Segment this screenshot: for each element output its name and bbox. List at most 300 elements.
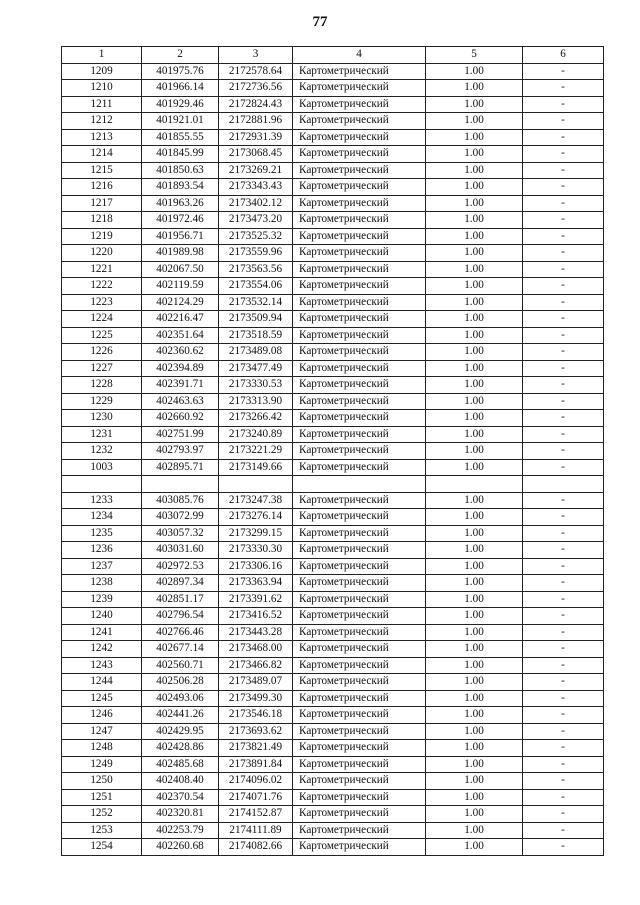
point-number-cell: 1227 — [62, 360, 142, 377]
table-row — [62, 608, 604, 625]
accuracy-cell: 1.00 — [426, 393, 523, 410]
x-coordinate-cell: 401975.76 — [142, 63, 219, 80]
note-cell: - — [523, 245, 604, 262]
note-cell: - — [523, 278, 604, 295]
x-coordinate-cell: 402463.63 — [142, 393, 219, 410]
point-number-cell: 1224 — [62, 311, 142, 328]
accuracy-cell: 1.00 — [426, 756, 523, 773]
method-cell: Картометрический — [293, 608, 426, 625]
point-number-cell: 1228 — [62, 377, 142, 394]
point-number-cell: 1233 — [62, 492, 142, 509]
point-number-cell: 1215 — [62, 162, 142, 179]
table-row — [62, 839, 604, 856]
x-coordinate-cell: 403057.32 — [142, 525, 219, 542]
table-row — [62, 723, 604, 740]
y-coordinate-cell: 2173269.21 — [219, 162, 293, 179]
method-cell: Картометрический — [293, 525, 426, 542]
note-cell: - — [523, 525, 604, 542]
point-number-cell: 1237 — [62, 558, 142, 575]
table-row — [62, 195, 604, 212]
note-cell: - — [523, 624, 604, 641]
note-cell: - — [523, 509, 604, 526]
column-header: 5 — [426, 47, 523, 64]
point-number-cell: 1218 — [62, 212, 142, 229]
table-row — [62, 327, 604, 344]
x-coordinate-cell: 402394.89 — [142, 360, 219, 377]
table-row — [62, 558, 604, 575]
x-coordinate-cell: 402441.26 — [142, 707, 219, 724]
table-row — [62, 344, 604, 361]
method-cell: Картометрический — [293, 294, 426, 311]
method-cell: Картометрический — [293, 261, 426, 278]
x-coordinate-cell: 402124.29 — [142, 294, 219, 311]
point-number-cell: 1226 — [62, 344, 142, 361]
method-cell: Картометрический — [293, 129, 426, 146]
method-cell: Картометрический — [293, 162, 426, 179]
method-cell: Картометрический — [293, 245, 426, 262]
table-row — [62, 674, 604, 691]
y-coordinate-cell: 2174152.87 — [219, 806, 293, 823]
accuracy-cell: 1.00 — [426, 179, 523, 196]
y-coordinate-cell: 2173554.06 — [219, 278, 293, 295]
note-cell: - — [523, 542, 604, 559]
note-cell: - — [523, 129, 604, 146]
column-header: 6 — [523, 47, 604, 64]
point-number-cell: 1244 — [62, 674, 142, 691]
note-cell: - — [523, 327, 604, 344]
table-row — [62, 476, 604, 493]
method-cell: Картометрический — [293, 80, 426, 97]
accuracy-cell: 1.00 — [426, 789, 523, 806]
x-coordinate-cell: 401966.14 — [142, 80, 219, 97]
table-row — [62, 509, 604, 526]
note-cell: - — [523, 707, 604, 724]
table-row — [62, 773, 604, 790]
note-cell: - — [523, 212, 604, 229]
accuracy-cell: 1.00 — [426, 674, 523, 691]
x-coordinate-cell: 401845.99 — [142, 146, 219, 163]
point-number-cell: 1221 — [62, 261, 142, 278]
coordinates-table — [61, 46, 604, 856]
x-coordinate-cell: 402493.06 — [142, 690, 219, 707]
y-coordinate-cell: 2173149.66 — [219, 459, 293, 476]
note-cell: - — [523, 294, 604, 311]
method-cell: Картометрический — [293, 344, 426, 361]
method-cell: Картометрический — [293, 113, 426, 130]
x-coordinate-cell: 402751.99 — [142, 426, 219, 443]
method-cell: Картометрический — [293, 558, 426, 575]
accuracy-cell: 1.00 — [426, 162, 523, 179]
note-cell: - — [523, 575, 604, 592]
accuracy-cell: 1.00 — [426, 624, 523, 641]
method-cell: Картометрический — [293, 146, 426, 163]
point-number-cell: 1216 — [62, 179, 142, 196]
table-row — [62, 525, 604, 542]
y-coordinate-cell: 2173416.52 — [219, 608, 293, 625]
accuracy-cell: 1.00 — [426, 113, 523, 130]
table-row — [62, 63, 604, 80]
x-coordinate-cell: 402067.50 — [142, 261, 219, 278]
method-cell: Картометрический — [293, 410, 426, 427]
table-row — [62, 756, 604, 773]
accuracy-cell: 1.00 — [426, 806, 523, 823]
note-cell: - — [523, 146, 604, 163]
x-coordinate-cell: 402560.71 — [142, 657, 219, 674]
note-cell: - — [523, 789, 604, 806]
y-coordinate-cell: 2173299.15 — [219, 525, 293, 542]
point-number-cell: 1239 — [62, 591, 142, 608]
table-row — [62, 591, 604, 608]
accuracy-cell: 1.00 — [426, 740, 523, 757]
point-number-cell: 1232 — [62, 443, 142, 460]
method-cell: Картометрический — [293, 822, 426, 839]
x-coordinate-cell: 401929.46 — [142, 96, 219, 113]
point-number-cell: 1223 — [62, 294, 142, 311]
point-number-cell: 1209 — [62, 63, 142, 80]
accuracy-cell: 1.00 — [426, 146, 523, 163]
accuracy-cell: 1.00 — [426, 212, 523, 229]
point-number-cell: 1251 — [62, 789, 142, 806]
table-header-row — [62, 47, 604, 64]
method-cell: Картометрический — [293, 624, 426, 641]
accuracy-cell: 1.00 — [426, 129, 523, 146]
note-cell: - — [523, 63, 604, 80]
method-cell: Картометрический — [293, 509, 426, 526]
table-row — [62, 129, 604, 146]
note-cell: - — [523, 261, 604, 278]
accuracy-cell: 1.00 — [426, 492, 523, 509]
x-coordinate-cell: 402897.34 — [142, 575, 219, 592]
y-coordinate-cell: 2173821.49 — [219, 740, 293, 757]
table-row — [62, 822, 604, 839]
method-cell: Картометрический — [293, 393, 426, 410]
note-cell: - — [523, 690, 604, 707]
table-row — [62, 542, 604, 559]
note-cell: - — [523, 426, 604, 443]
x-coordinate-cell: 401963.26 — [142, 195, 219, 212]
note-cell: - — [523, 311, 604, 328]
point-number-cell: 1003 — [62, 459, 142, 476]
note-cell: - — [523, 459, 604, 476]
note-cell: - — [523, 822, 604, 839]
x-coordinate-cell: 402351.64 — [142, 327, 219, 344]
accuracy-cell: 1.00 — [426, 311, 523, 328]
table-row — [62, 113, 604, 130]
y-coordinate-cell: 2173443.28 — [219, 624, 293, 641]
accuracy-cell: 1.00 — [426, 575, 523, 592]
y-coordinate-cell: 2173330.30 — [219, 542, 293, 559]
note-cell: - — [523, 443, 604, 460]
accuracy-cell: 1.00 — [426, 96, 523, 113]
table-row — [62, 690, 604, 707]
method-cell: Картометрический — [293, 278, 426, 295]
method-cell: Картометрический — [293, 492, 426, 509]
x-coordinate-cell: 402428.86 — [142, 740, 219, 757]
accuracy-cell: 1.00 — [426, 509, 523, 526]
table-row — [62, 146, 604, 163]
y-coordinate-cell: 2173313.90 — [219, 393, 293, 410]
accuracy-cell: 1.00 — [426, 525, 523, 542]
table-row — [62, 789, 604, 806]
point-number-cell: 1222 — [62, 278, 142, 295]
accuracy-cell: 1.00 — [426, 690, 523, 707]
y-coordinate-cell: 2172736.56 — [219, 80, 293, 97]
note-cell: - — [523, 360, 604, 377]
table-row — [62, 575, 604, 592]
x-coordinate-cell: 401850.63 — [142, 162, 219, 179]
method-cell — [293, 476, 426, 493]
point-number-cell: 1225 — [62, 327, 142, 344]
accuracy-cell: 1.00 — [426, 558, 523, 575]
note-cell: - — [523, 558, 604, 575]
method-cell: Картометрический — [293, 96, 426, 113]
accuracy-cell: 1.00 — [426, 608, 523, 625]
column-header: 1 — [62, 47, 142, 64]
point-number-cell: 1235 — [62, 525, 142, 542]
accuracy-cell — [426, 476, 523, 493]
note-cell: - — [523, 179, 604, 196]
note-cell: - — [523, 674, 604, 691]
point-number-cell: 1236 — [62, 542, 142, 559]
accuracy-cell: 1.00 — [426, 773, 523, 790]
column-header: 3 — [219, 47, 293, 64]
method-cell: Картометрический — [293, 195, 426, 212]
note-cell: - — [523, 641, 604, 658]
point-number-cell: 1213 — [62, 129, 142, 146]
x-coordinate-cell: 403085.76 — [142, 492, 219, 509]
accuracy-cell: 1.00 — [426, 195, 523, 212]
table-row — [62, 426, 604, 443]
y-coordinate-cell: 2173221.29 — [219, 443, 293, 460]
table-row — [62, 806, 604, 823]
method-cell: Картометрический — [293, 723, 426, 740]
accuracy-cell: 1.00 — [426, 591, 523, 608]
table-row — [62, 228, 604, 245]
accuracy-cell: 1.00 — [426, 377, 523, 394]
table-row — [62, 311, 604, 328]
x-coordinate-cell: 402972.53 — [142, 558, 219, 575]
point-number-cell: 1220 — [62, 245, 142, 262]
x-coordinate-cell: 402253.79 — [142, 822, 219, 839]
accuracy-cell: 1.00 — [426, 542, 523, 559]
x-coordinate-cell: 402660.92 — [142, 410, 219, 427]
method-cell: Картометрический — [293, 360, 426, 377]
method-cell: Картометрический — [293, 773, 426, 790]
y-coordinate-cell: 2172824.43 — [219, 96, 293, 113]
accuracy-cell: 1.00 — [426, 278, 523, 295]
x-coordinate-cell: 401989.98 — [142, 245, 219, 262]
point-number-cell: 1241 — [62, 624, 142, 641]
point-number-cell: 1250 — [62, 773, 142, 790]
note-cell: - — [523, 591, 604, 608]
accuracy-cell: 1.00 — [426, 80, 523, 97]
method-cell: Картометрический — [293, 591, 426, 608]
note-cell: - — [523, 410, 604, 427]
table-row — [62, 707, 604, 724]
x-coordinate-cell: 402260.68 — [142, 839, 219, 856]
method-cell: Картометрический — [293, 657, 426, 674]
note-cell: - — [523, 80, 604, 97]
x-coordinate-cell: 402851.17 — [142, 591, 219, 608]
point-number-cell: 1247 — [62, 723, 142, 740]
note-cell: - — [523, 723, 604, 740]
x-coordinate-cell: 402796.54 — [142, 608, 219, 625]
accuracy-cell: 1.00 — [426, 344, 523, 361]
method-cell: Картометрический — [293, 839, 426, 856]
point-number-cell: 1211 — [62, 96, 142, 113]
column-header: 4 — [293, 47, 426, 64]
table-row — [62, 410, 604, 427]
method-cell: Картометрический — [293, 179, 426, 196]
point-number-cell: 1230 — [62, 410, 142, 427]
note-cell: - — [523, 756, 604, 773]
table-row — [62, 393, 604, 410]
y-coordinate-cell: 2173525.32 — [219, 228, 293, 245]
table-row — [62, 657, 604, 674]
accuracy-cell: 1.00 — [426, 839, 523, 856]
method-cell: Картометрический — [293, 212, 426, 229]
point-number-cell: 1245 — [62, 690, 142, 707]
method-cell: Картометрический — [293, 443, 426, 460]
accuracy-cell: 1.00 — [426, 410, 523, 427]
accuracy-cell: 1.00 — [426, 245, 523, 262]
table-row — [62, 377, 604, 394]
x-coordinate-cell: 402506.28 — [142, 674, 219, 691]
accuracy-cell: 1.00 — [426, 261, 523, 278]
y-coordinate-cell: 2173509.94 — [219, 311, 293, 328]
note-cell: - — [523, 839, 604, 856]
x-coordinate-cell: 403031.60 — [142, 542, 219, 559]
point-number-cell: 1253 — [62, 822, 142, 839]
y-coordinate-cell: 2173559.96 — [219, 245, 293, 262]
y-coordinate-cell: 2173489.07 — [219, 674, 293, 691]
accuracy-cell: 1.00 — [426, 426, 523, 443]
y-coordinate-cell: 2173563.56 — [219, 261, 293, 278]
y-coordinate-cell: 2174071.76 — [219, 789, 293, 806]
method-cell: Картометрический — [293, 674, 426, 691]
method-cell: Картометрический — [293, 740, 426, 757]
point-number-cell: 1249 — [62, 756, 142, 773]
point-number-cell — [62, 476, 142, 493]
note-cell: - — [523, 377, 604, 394]
note-cell: - — [523, 113, 604, 130]
note-cell — [523, 476, 604, 493]
x-coordinate-cell: 402216.47 — [142, 311, 219, 328]
accuracy-cell: 1.00 — [426, 723, 523, 740]
point-number-cell: 1242 — [62, 641, 142, 658]
x-coordinate-cell: 401893.54 — [142, 179, 219, 196]
point-number-cell: 1210 — [62, 80, 142, 97]
method-cell: Картометрический — [293, 63, 426, 80]
point-number-cell: 1252 — [62, 806, 142, 823]
point-number-cell: 1254 — [62, 839, 142, 856]
y-coordinate-cell: 2173532.14 — [219, 294, 293, 311]
x-coordinate-cell: 402391.71 — [142, 377, 219, 394]
x-coordinate-cell: 402485.68 — [142, 756, 219, 773]
x-coordinate-cell: 402360.62 — [142, 344, 219, 361]
point-number-cell: 1229 — [62, 393, 142, 410]
x-coordinate-cell — [142, 476, 219, 493]
y-coordinate-cell: 2173489.08 — [219, 344, 293, 361]
y-coordinate-cell — [219, 476, 293, 493]
y-coordinate-cell: 2173402.12 — [219, 195, 293, 212]
method-cell: Картометрический — [293, 756, 426, 773]
x-coordinate-cell: 402320.81 — [142, 806, 219, 823]
x-coordinate-cell: 401855.55 — [142, 129, 219, 146]
table-body — [62, 63, 604, 855]
note-cell: - — [523, 96, 604, 113]
note-cell: - — [523, 228, 604, 245]
note-cell: - — [523, 657, 604, 674]
x-coordinate-cell: 402677.14 — [142, 641, 219, 658]
table-row — [62, 179, 604, 196]
accuracy-cell: 1.00 — [426, 294, 523, 311]
note-cell: - — [523, 344, 604, 361]
method-cell: Картометрический — [293, 542, 426, 559]
y-coordinate-cell: 2174082.66 — [219, 839, 293, 856]
point-number-cell: 1234 — [62, 509, 142, 526]
y-coordinate-cell: 2173330.53 — [219, 377, 293, 394]
x-coordinate-cell: 401956.71 — [142, 228, 219, 245]
x-coordinate-cell: 401921.01 — [142, 113, 219, 130]
x-coordinate-cell: 402429.95 — [142, 723, 219, 740]
x-coordinate-cell: 402408.40 — [142, 773, 219, 790]
note-cell: - — [523, 195, 604, 212]
y-coordinate-cell: 2173391.62 — [219, 591, 293, 608]
note-cell: - — [523, 773, 604, 790]
accuracy-cell: 1.00 — [426, 63, 523, 80]
y-coordinate-cell: 2173240.89 — [219, 426, 293, 443]
table-row — [62, 80, 604, 97]
point-number-cell: 1243 — [62, 657, 142, 674]
accuracy-cell: 1.00 — [426, 822, 523, 839]
x-coordinate-cell: 401972.46 — [142, 212, 219, 229]
table-row — [62, 740, 604, 757]
method-cell: Картометрический — [293, 641, 426, 658]
y-coordinate-cell: 2173693.62 — [219, 723, 293, 740]
note-cell: - — [523, 806, 604, 823]
accuracy-cell: 1.00 — [426, 443, 523, 460]
y-coordinate-cell: 2173473.20 — [219, 212, 293, 229]
accuracy-cell: 1.00 — [426, 327, 523, 344]
y-coordinate-cell: 2174096.02 — [219, 773, 293, 790]
note-cell: - — [523, 393, 604, 410]
y-coordinate-cell: 2172881.96 — [219, 113, 293, 130]
method-cell: Картометрический — [293, 311, 426, 328]
method-cell: Картометрический — [293, 459, 426, 476]
y-coordinate-cell: 2172931.39 — [219, 129, 293, 146]
table-row — [62, 443, 604, 460]
table-row — [62, 162, 604, 179]
column-header: 2 — [142, 47, 219, 64]
method-cell: Картометрический — [293, 789, 426, 806]
table-row — [62, 459, 604, 476]
x-coordinate-cell: 402766.46 — [142, 624, 219, 641]
method-cell: Картометрический — [293, 575, 426, 592]
point-number-cell: 1238 — [62, 575, 142, 592]
table-row — [62, 624, 604, 641]
x-coordinate-cell: 402370.54 — [142, 789, 219, 806]
x-coordinate-cell: 402895.71 — [142, 459, 219, 476]
note-cell: - — [523, 740, 604, 757]
y-coordinate-cell: 2173468.00 — [219, 641, 293, 658]
table-row — [62, 245, 604, 262]
table-row — [62, 278, 604, 295]
method-cell: Картометрический — [293, 707, 426, 724]
y-coordinate-cell: 2173363.94 — [219, 575, 293, 592]
y-coordinate-cell: 2172578.64 — [219, 63, 293, 80]
y-coordinate-cell: 2173266.42 — [219, 410, 293, 427]
